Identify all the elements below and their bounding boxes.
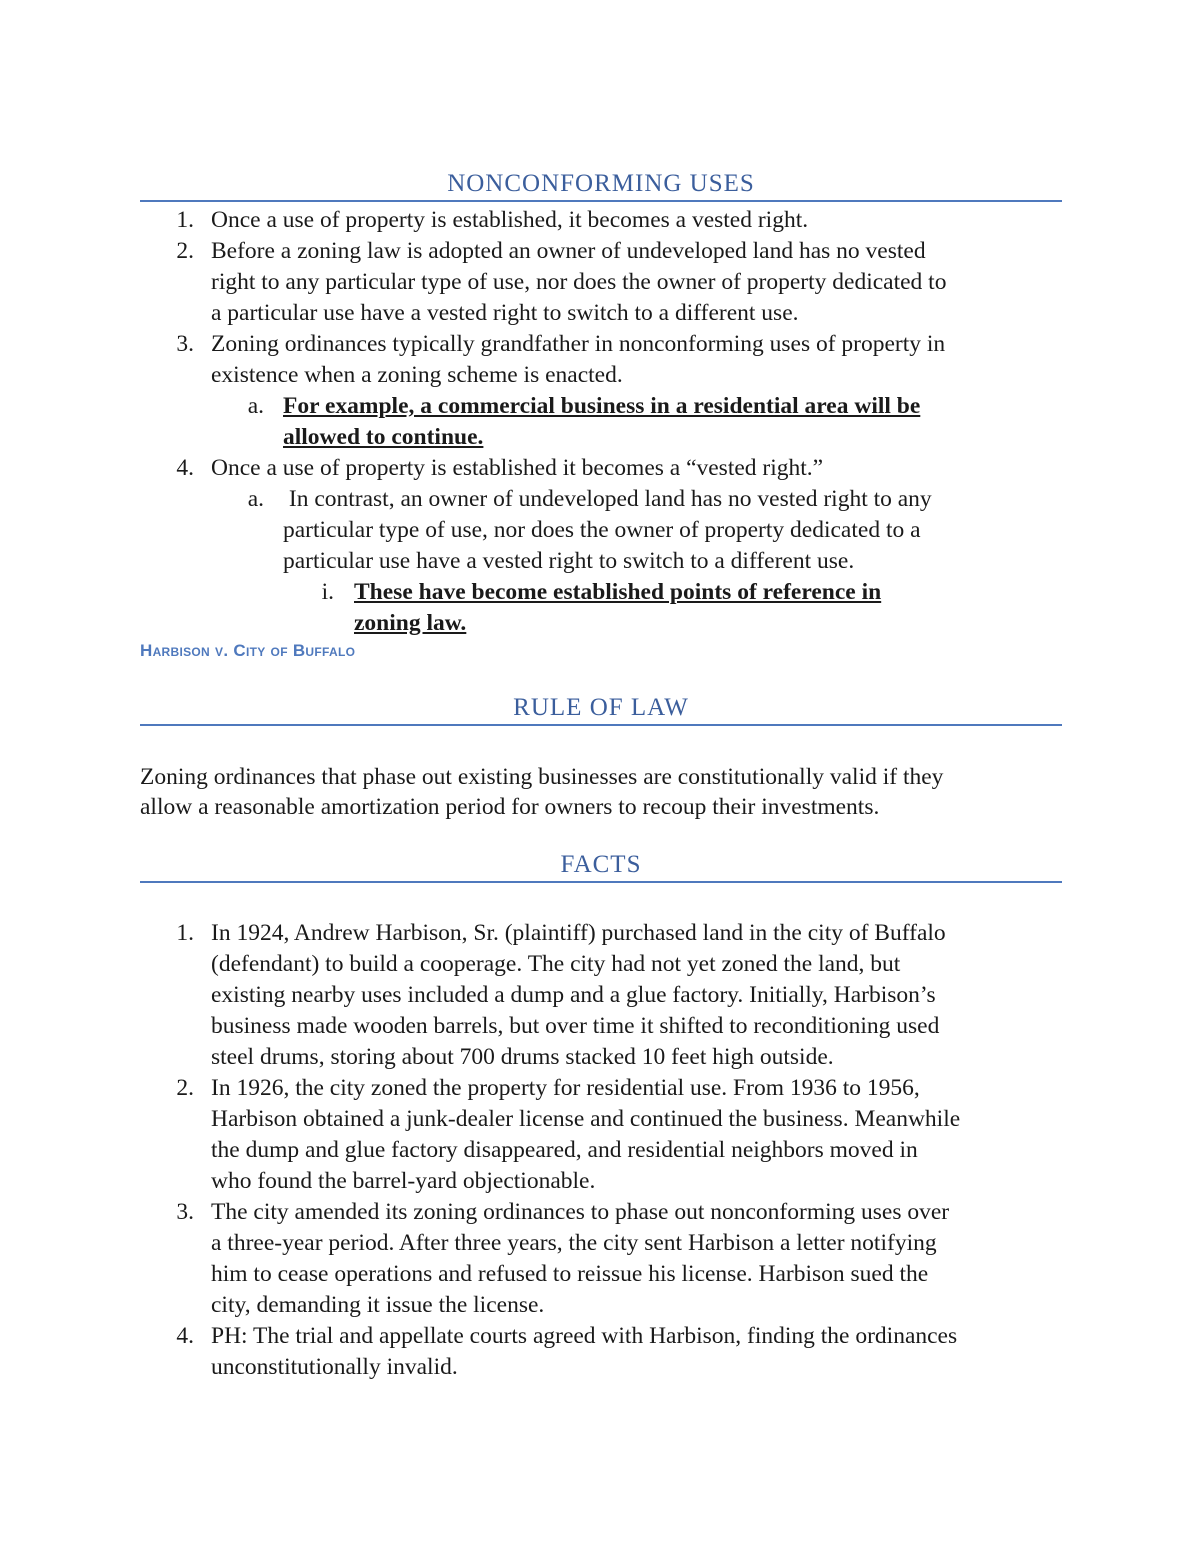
list-item-line: business made wooden barrels, but over time it shifted to reconditioning used xyxy=(211,1013,940,1039)
sub-sub-list-line: zoning law. xyxy=(354,610,467,636)
list-item-line: a three-year period. After three years, the city sent Harbison a letter notifying xyxy=(211,1230,937,1256)
sub-list-letter: a. xyxy=(247,486,264,512)
list-item-line: Before a zoning law is adopted an owner of undeveloped land has no vested xyxy=(211,238,926,264)
list-item-line: him to cease operations and refused to reissue his license. Harbison sued the xyxy=(211,1261,929,1287)
case-name: Harbison v. City of Buffalo xyxy=(140,641,356,660)
list-number: 1. xyxy=(176,207,194,233)
list-item-line: The city amended its zoning ordinances to phase out nonconforming uses over xyxy=(211,1199,950,1225)
list-item-line: existence when a zoning scheme is enacted. xyxy=(211,362,623,388)
rule-of-law-line: allow a reasonable amortization period for owners to recoup their investments. xyxy=(140,794,880,820)
list-number: 4. xyxy=(176,1323,194,1349)
list-number: 3. xyxy=(176,331,194,357)
sub-list-letter: a. xyxy=(247,393,264,419)
list-number: 1. xyxy=(176,920,194,946)
heading-rule-of-law: RULE OF LAW xyxy=(140,694,1062,726)
list-item-line: Once a use of property is established, it becomes a vested right. xyxy=(211,207,809,233)
list-item-line: (defendant) to build a cooperage. The city had not yet zoned the land, but xyxy=(211,951,901,977)
list-number: 3. xyxy=(176,1199,194,1225)
list-item-line: PH: The trial and appellate courts agreed with Harbison, finding the ordinances xyxy=(211,1323,958,1349)
list-number: 2. xyxy=(176,1075,194,1101)
list-item-line: existing nearby uses included a dump and a glue factory. Initially, Harbison’s xyxy=(211,982,936,1008)
list-number: 4. xyxy=(176,455,194,481)
rule-of-law-line: Zoning ordinances that phase out existing businesses are constitutionally valid if they xyxy=(140,764,944,790)
sub-list-line: In contrast, an owner of undeveloped land has no vested right to any xyxy=(283,486,932,512)
list-item-line: city, demanding it issue the license. xyxy=(211,1292,545,1318)
sub-list-line: particular use have a vested right to switch to a different use. xyxy=(283,548,855,574)
list-item-line: who found the barrel-yard objectionable. xyxy=(211,1168,596,1194)
sub-sub-list-numeral: i. xyxy=(321,579,334,605)
sub-list-line: For example, a commercial business in a residential area will be xyxy=(283,393,921,419)
list-number: 2. xyxy=(176,238,194,264)
heading-nonconforming-uses: NONCONFORMING USES xyxy=(140,170,1062,202)
list-item-line: unconstitutionally invalid. xyxy=(211,1354,458,1380)
sub-list-line: particular type of use, nor does the owner of property dedicated to a xyxy=(283,517,921,543)
list-item-line: Zoning ordinances typically grandfather in nonconforming uses of property in xyxy=(211,331,946,357)
list-item-line: In 1926, the city zoned the property for residential use. From 1936 to 1956, xyxy=(211,1075,920,1101)
list-item-line: Once a use of property is established it becomes a “vested right.” xyxy=(211,455,824,481)
heading-facts: FACTS xyxy=(140,851,1062,883)
list-item-line: a particular use have a vested right to switch to a different use. xyxy=(211,300,799,326)
list-item-line: In 1924, Andrew Harbison, Sr. (plaintiff) purchased land in the city of Buffalo xyxy=(211,920,946,946)
sub-list-line: allowed to continue. xyxy=(283,424,484,450)
list-item-line: the dump and glue factory disappeared, and residential neighbors moved in xyxy=(211,1137,918,1163)
list-item-line: right to any particular type of use, nor does the owner of property dedicated to xyxy=(211,269,947,295)
list-item-line: Harbison obtained a junk-dealer license and continued the business. Meanwhile xyxy=(211,1106,961,1132)
list-item-line: steel drums, storing about 700 drums stacked 10 feet high outside. xyxy=(211,1044,834,1070)
sub-sub-list-line: These have become established points of reference in xyxy=(354,579,882,605)
